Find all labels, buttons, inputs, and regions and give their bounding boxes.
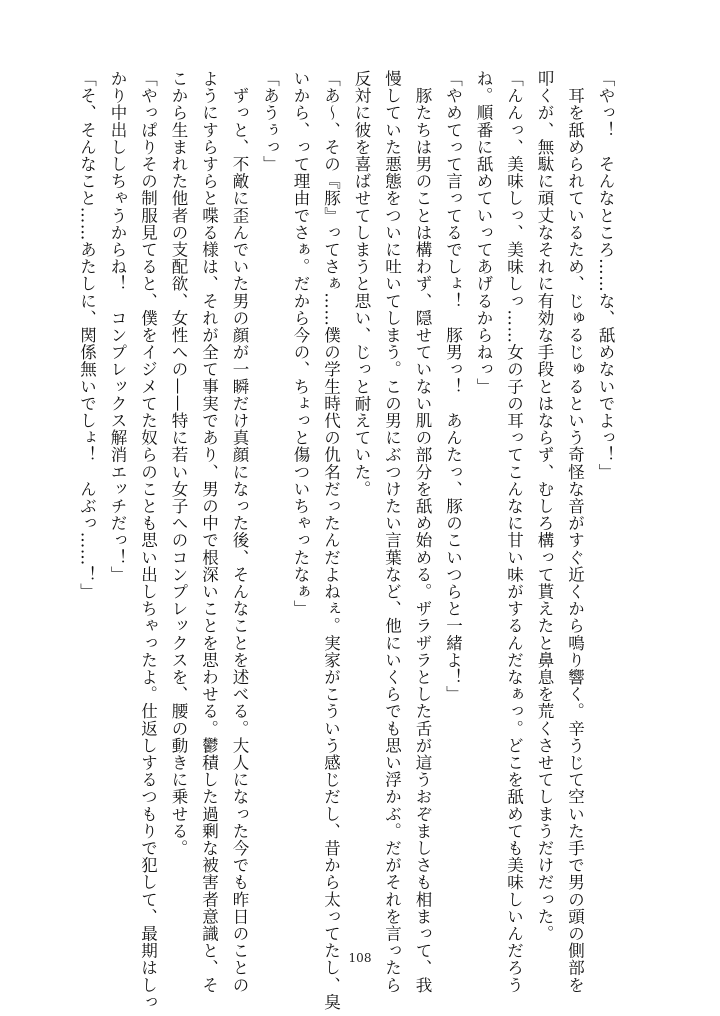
text-line: 慢していた悪態をついに吐いてしまう。この男にぶつけたい言葉など、他にいくらでも思い浮かぶ。だがそれを言ったら bbox=[382, 70, 402, 994]
text-line: いから、って理由でさぁ。だから今の、ちょっと傷ついちゃったなぁ」 bbox=[291, 70, 310, 618]
text-line: 反対に彼を喜ばせてしまうと思い、じっと耐えていた。 bbox=[352, 70, 371, 498]
text-line: こから生まれた他者の支配欲、女性への——特に若い女子へのコンプレックスを、腰の動きに乗せる。 bbox=[169, 70, 188, 857]
text-line: 「あ～、その『豚』ってさぁ……僕の学生時代の仇名だったんだよねぇ。実家がこういう感じだし、昔から太ってたし、臭 bbox=[321, 70, 341, 1011]
text-line: 「やっぱりその制服見てると、僕をイジメてた奴らのことも思い出しちゃったよ。仕返しするつもりで犯して、最期はしっ bbox=[138, 70, 158, 1011]
text-line: かり中出ししちゃうからね！ コンプレックス解消エッチだっ！」 bbox=[108, 70, 127, 583]
page-number: 108 bbox=[348, 951, 372, 965]
text-line: 豚たちは男のことは構わず、隠せていない肌の部分を舐め始める。ザラザラとした舌が這うおぞましさも相まって、我 bbox=[413, 70, 432, 994]
text-line: 「あうぅっ」 bbox=[260, 70, 280, 173]
text-line: ね。順番に舐めていってあげるからねっ」 bbox=[474, 70, 493, 395]
text-line: ようにすらすらと喋る様は、それが全て事実であり、男の中で根深いことを思わせる。鬱積した過剰な被害者意識と、そ bbox=[199, 70, 219, 994]
text-line: 「そ、そんなこと……あたしに、関係無いでしょ！ んぶっ……！」 bbox=[77, 70, 97, 601]
text-line: 「やっ！ そんなところ……な、舐めないでよっ！」 bbox=[596, 70, 615, 481]
text-line: 耳を舐められているため、じゅるじゅるという奇怪な音がすぐ近くから鳴り響く。辛うじて空いた手で男の頭の側部を bbox=[565, 70, 585, 994]
text-line: 「やめてって言ってるでしょ！ 豚男っ！ あんたっ、豚のこいつらと一緒よ！」 bbox=[443, 70, 463, 703]
text-line: ずっと、不敵に歪んでいた男の顔が一瞬だけ真顔になった後、そんなことを述べる。大人になった今でも昨日のことの bbox=[230, 70, 249, 994]
text-line: 「んんっ、美味しっ、美味しっ……女の子の耳ってこんなに甘い味がするんだなぁっ。どこを舐めても美味しいんだろう bbox=[504, 70, 524, 994]
text-line: 叩くが、無駄に頑丈なそれに有効な手段とはならず、むしろ構って貰えたと鼻息を荒くさせてしまうだけだった。 bbox=[535, 70, 554, 943]
